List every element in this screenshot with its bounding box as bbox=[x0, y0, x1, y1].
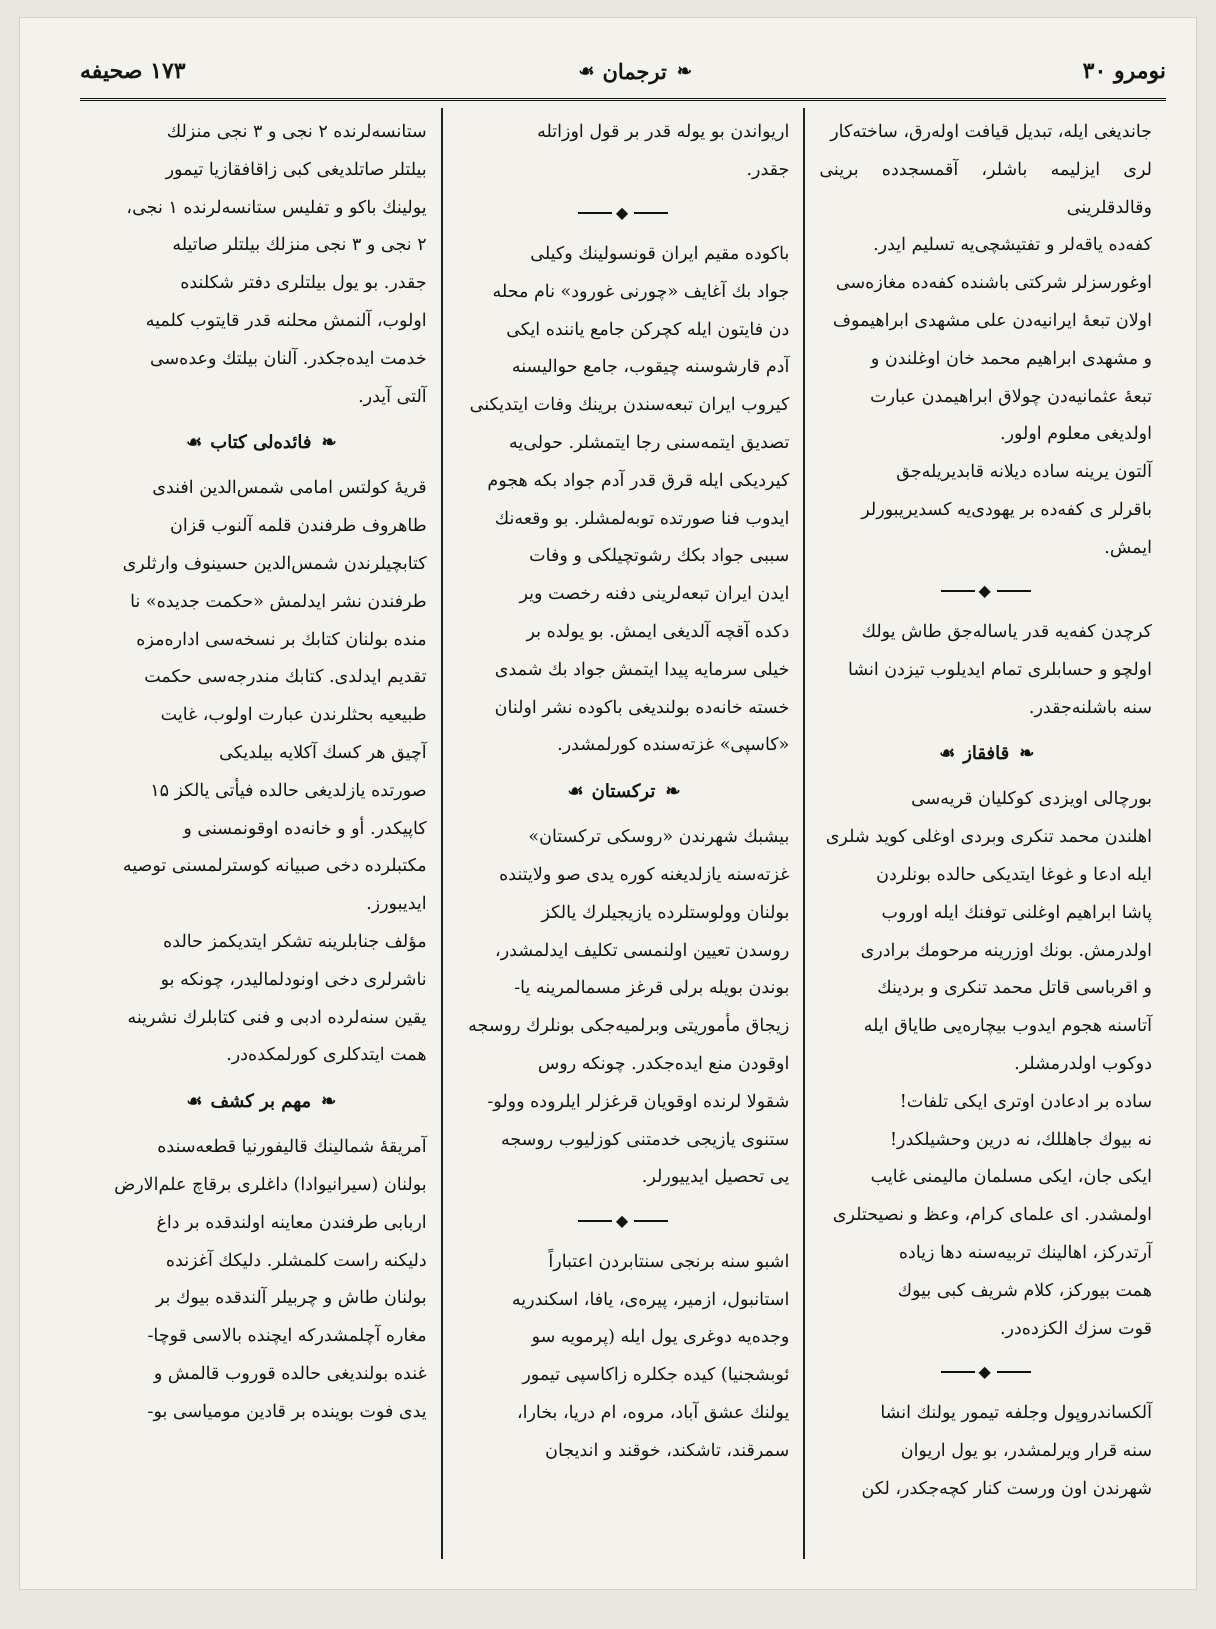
text-line: دکده آقچه آلدیغی ایمش. بو یولده بر bbox=[526, 622, 790, 643]
text-line: لری ایزلیمه باشلر، آقمسجدده برینی وقالدقلرینی bbox=[819, 159, 1152, 218]
text-line: بیلتلر صاتلدیغی کبی زاقافقازیا تیمور bbox=[165, 159, 427, 180]
text-line: مغاره آچلمشدرکه ایچنده بالاسی قوچا- bbox=[147, 1326, 427, 1347]
separator-ornament: ◆ bbox=[457, 1201, 790, 1240]
text-line: طبیعیه بحثلرندن عبارت اولوب، غایت bbox=[160, 705, 427, 726]
text-line: تصدیق ایتمه‌سنی رجا ایتمشلر. حولی‌یه bbox=[508, 433, 790, 454]
page-number: ۱۷۳ صحیفه bbox=[80, 58, 186, 84]
separator-ornament: ◆ bbox=[819, 572, 1152, 611]
text-line: کفه‌ده یاقه‌لر و تفتیشچی‌یه تسلیم ایدر. bbox=[873, 235, 1152, 256]
paragraph bbox=[94, 1129, 427, 1431]
text-line: دوکوب اولدرمشلر. bbox=[1014, 1054, 1152, 1075]
ornament-icon: ❧ bbox=[321, 1091, 335, 1113]
text-line: اولدیغی معلوم اولور. bbox=[999, 424, 1152, 445]
text-line: اولان تبعهٔ ایرانیه‌دن علی مشهدی ابراهیموف bbox=[832, 310, 1152, 331]
text-line: غنده بولندیغی حالده قوروب قالمش و bbox=[153, 1363, 427, 1384]
text-line: زیجاق مأموریتی وبرلمیه‌جکی بونلرك روسجه bbox=[468, 1016, 790, 1037]
text-line: پاشا ابراهیم اوغلنی توفنك ایله اوروب bbox=[881, 902, 1152, 923]
text-line: استانبول، ازمیر، پیره‌ی، یافا، اسکندریه bbox=[511, 1289, 790, 1310]
text-line: باقرلر ی کفه‌ده بر یهودی‌یه کسدیریبورلر bbox=[861, 499, 1152, 520]
text-line: ستانسه‌لرنده ۲ نجی و ۳ نجی منزلك bbox=[166, 122, 427, 142]
paragraph bbox=[94, 470, 427, 924]
text-line: آلتی آیدر. bbox=[358, 386, 427, 407]
ornament-icon: ☙ bbox=[186, 432, 201, 454]
text-line: سنه قرار ویرلمشدر، بو یول اریوان bbox=[900, 1440, 1152, 1461]
paragraph bbox=[819, 614, 1152, 727]
ornament-icon: ❧ bbox=[665, 781, 679, 803]
text-line: آتاسنه هجوم ایدوب بیچاره‌یی طایاق ایله bbox=[863, 1016, 1152, 1037]
text-line: مؤلف جنابلرینه تشکر ایتدیکمز حالده bbox=[163, 931, 427, 952]
ornament-icon: ❧ bbox=[321, 432, 335, 454]
text-line: اولوب، آلنمش محلنه قدر قایتوب کلمیه bbox=[145, 310, 427, 331]
text-line: اربابی طرفندن معاینه اولندقده بر داغ bbox=[156, 1212, 427, 1233]
text-line: یی تحصیل ایدییورلر. bbox=[641, 1167, 790, 1188]
column-left bbox=[80, 108, 443, 1559]
text-line: روسدن تعیین اولنمسی تکلیف ایدلمشدر، bbox=[495, 940, 790, 961]
paragraph bbox=[819, 781, 1152, 1083]
text-line: کیردیکی ایله قرق قدر آدم جواد بکه هجوم bbox=[487, 470, 790, 491]
text-line: ایله ادعا و غوغا ایتدیکی حالده بونلردن bbox=[876, 865, 1152, 886]
section-title: قافقاز bbox=[963, 743, 1010, 765]
text-line: کتابچیلرندن شمس‌الدین حسینوف وارثلری bbox=[122, 553, 427, 574]
paragraph bbox=[457, 1244, 790, 1471]
ornament-icon: ❧ bbox=[676, 60, 690, 82]
text-line: بوندن بویله برلی قرغز مسمالمرینه یا- bbox=[514, 978, 790, 999]
ornament-icon: ☙ bbox=[578, 60, 593, 82]
text-line: آلتون یرینه ساده دیلانه قابدیریله‌جق bbox=[896, 462, 1152, 483]
section-heading bbox=[457, 771, 790, 813]
section-title: ترکستان bbox=[591, 781, 656, 803]
ornament-icon: ☙ bbox=[567, 781, 582, 803]
text-line: سنه باشلنه‌جقدر. bbox=[1028, 697, 1152, 718]
separator-ornament: ◆ bbox=[457, 194, 790, 233]
section-title: مهم بر کشف bbox=[210, 1091, 312, 1113]
text-line: بولنان وولوستلرده یازیجیلرك یالکز bbox=[541, 902, 790, 923]
paragraph bbox=[457, 236, 790, 765]
column-right bbox=[805, 108, 1166, 1559]
text-line: یولنك عشق آباد، مروه، ام دریا، بخارا، bbox=[516, 1402, 790, 1423]
newspaper-title: ترجمان bbox=[602, 58, 667, 84]
separator-ornament: ◆ bbox=[819, 1352, 1152, 1391]
text-line: یولینك باکو و تفلیس ستانسه‌لرنده ۱ نجی، bbox=[126, 197, 427, 218]
issue-number: نومرو ۳۰ bbox=[1082, 58, 1166, 84]
text-line: همت ایتدکلری کورلمکده‌در. bbox=[226, 1045, 427, 1066]
text-line: اوغورسزلر شرکتی باشنده کفه‌ده مغازه‌سی bbox=[835, 273, 1152, 294]
text-line: ناشرلری دخی اونودلمالیدر، چونکه بو bbox=[160, 969, 427, 990]
text-line: منده بولنان کتابك بر نسخه‌سی اداره‌مزه bbox=[136, 629, 427, 650]
text-line: تبعهٔ عثمانیه‌دن چولاق ابراهیمدن عبارت bbox=[870, 386, 1152, 407]
columns bbox=[80, 108, 1166, 1559]
paragraph bbox=[819, 1084, 1152, 1349]
ornament-icon: ❧ bbox=[1019, 743, 1033, 765]
text-line: ایدن ایران تبعه‌لرینی دفنه رخصت ویر bbox=[519, 584, 790, 605]
text-line: بیشبك شهرندن «روسکی ترکستان» bbox=[528, 827, 790, 848]
text-line: یقین سنه‌لرده ادبی و فنی کتابلرك نشرینه bbox=[127, 1007, 427, 1028]
text-line: اوقودن منع ایده‌جکدر. چونکه روس bbox=[537, 1054, 790, 1075]
text-line: شقولا لرنده اوقویان قرغزلر ایلروده وولو- bbox=[487, 1091, 790, 1112]
header-rule bbox=[80, 98, 1166, 101]
text-line: ستنوی یازیجی خدمتنی کوزلیوب روسجه bbox=[500, 1129, 790, 1150]
paragraph bbox=[819, 114, 1152, 454]
text-line: آرتدرکز، اهالینك تربیه‌سنه دها زیاده bbox=[898, 1243, 1152, 1264]
page-header bbox=[80, 48, 1166, 94]
text-line: بورچالی اویزدی کوکلیان قریه‌سی bbox=[911, 789, 1152, 810]
text-line: جواد بك آغایف «چورنی غورود» نام محله bbox=[492, 281, 790, 302]
text-line: بولنان طاش و چربیلر آلندقده بیوك بر bbox=[155, 1288, 427, 1309]
text-line: اولدرمش. بونك اوزرینه مرحومك برادری bbox=[860, 940, 1152, 961]
text-line: ئوبشجنیا) کیده جکلره زاکاسپی تیمور bbox=[522, 1365, 790, 1386]
section-heading bbox=[94, 1081, 427, 1123]
ornament-icon: ☙ bbox=[186, 1091, 201, 1113]
text-line: غزته‌سنه یازلدیغنه کوره یدی صو ولایتنده bbox=[499, 865, 790, 886]
text-line: صورتده یازلدیغی حالده فیأتی یالکز ۱۵ bbox=[150, 780, 427, 801]
text-line: طاهروف طرفندن قلمه آلنوب قزان bbox=[170, 516, 427, 537]
text-line: جقدر. bbox=[746, 159, 790, 180]
text-line: ۲ نجی و ۳ نجی منزلك بیلتلر صاتیله bbox=[172, 235, 427, 256]
paragraph bbox=[94, 114, 427, 416]
text-line: نه بیوك جاهللك، نه درین وحشیلکدر! bbox=[889, 1129, 1152, 1150]
text-line: کاپیکدر. أو و خانه‌ده اوقونمسنی و bbox=[183, 818, 427, 839]
text-line: قریهٔ کولتس امامی شمس‌الدین افندی bbox=[152, 478, 427, 499]
ornament-icon: ☙ bbox=[939, 743, 954, 765]
paragraph bbox=[457, 114, 790, 190]
text-line: دن فایتون ایله کچرکن جامع یاننده ایکی bbox=[506, 319, 790, 340]
text-line: طرفندن نشر ایدلمش «حکمت جدیده» نا bbox=[130, 591, 427, 612]
text-line: خدمت ایده‌جکدر. آلنان بیلتك وعده‌سی bbox=[149, 348, 427, 369]
section-heading bbox=[94, 422, 427, 464]
text-line: و مشهدی ابراهیم محمد خان اوغلندن و bbox=[870, 348, 1152, 369]
text-line: ایدیبورز. bbox=[366, 894, 427, 915]
column-middle bbox=[443, 108, 806, 1559]
text-line: اولمشدر. ای علمای کرام، وعظ و نصیحتلری bbox=[832, 1205, 1152, 1226]
text-line: کرچدن کفه‌یه قدر یاساله‌جق طاش یولك bbox=[861, 622, 1152, 643]
text-line: جاندیغی ایله، تبدیل قیافت اوله‌رق، ساخته‌کار bbox=[830, 122, 1152, 142]
text-line: باکوده مقیم ایران قونسولینك وکیلی bbox=[530, 244, 790, 265]
text-line: آلکساندروپول وجلفه تیمور یولنك انشا bbox=[880, 1402, 1152, 1423]
masthead bbox=[578, 59, 690, 84]
text-line: کیروب ایران تبعه‌سندن برینك وفات ایتدیکنی bbox=[469, 395, 790, 416]
text-line: قوت سزك الکزده‌در. bbox=[999, 1318, 1152, 1339]
text-line: اشبو سنه برنجی سنتابردن اعتباراً bbox=[548, 1251, 790, 1272]
text-line: سمرقند، تاشکند، خوقند و اندیجان bbox=[545, 1440, 790, 1461]
paragraph bbox=[94, 924, 427, 1075]
text-line: خسته خانه‌ده بولندیغی باکوده نشر اولنان bbox=[494, 697, 790, 718]
text-line: «کاسپی» غزته‌سنده کورلمشدر. bbox=[557, 735, 790, 756]
text-line: مکتبلرده دخی صبیانه کوسترلمسنی توصیه bbox=[122, 856, 427, 877]
section-heading bbox=[819, 733, 1152, 775]
text-line: ایدوب فنا صورتده توبه‌لمشلر. بو وقعه‌نك bbox=[494, 508, 790, 529]
text-line: دلیکنه راست کلمشلر. دلیکك آغزنده bbox=[165, 1250, 427, 1271]
text-line: یدی فوت بوینده بر قادین مومیاسی بو- bbox=[147, 1401, 427, 1422]
text-line: بولنان (سیرانیوادا) داغلری برقاچ علم‌الارض bbox=[114, 1174, 427, 1195]
text-line: آدم قارشوسنه چیقوب، جامع حوالیسنه bbox=[511, 357, 790, 378]
text-line: ایکی جان، ایکی مسلمان مالیمنی غایب bbox=[870, 1167, 1152, 1188]
newspaper-page bbox=[20, 18, 1196, 1589]
paragraph bbox=[819, 454, 1152, 567]
text-line: شهرندن اون ورست کنار کچه‌جکدر، لکن bbox=[861, 1478, 1152, 1499]
text-line: سببی جواد بکك رشوتچیلکی و وفات bbox=[529, 546, 790, 567]
text-line: اولچو و حسابلری تمام ایدیلوب تیزدن انشا bbox=[848, 659, 1152, 680]
text-line: وجده‌یه دوغری یول ایله (پرمویه سو bbox=[531, 1327, 790, 1348]
text-line: ساده بر ادعادن اوتری ایکی تلفات! bbox=[899, 1091, 1152, 1112]
paragraph bbox=[457, 819, 790, 1197]
text-line: همت بیورکز، کلام شریف کبی بیوك bbox=[897, 1280, 1152, 1301]
text-line: خیلی سرمایه پیدا ایتمش جواد بك شمدی bbox=[494, 659, 790, 680]
text-line: و اقرباسی قاتل محمد تنکری و بردینك bbox=[877, 978, 1152, 999]
text-line: تقدیم ایدلدی. کتابك مندرجه‌سی حکمت bbox=[144, 667, 427, 688]
text-line: اهلندن محمد تنکری وبردی اوغلی کوید شلری bbox=[825, 827, 1152, 848]
text-line: اریواندن بو یوله قدر بر قول اوزاتله bbox=[537, 122, 790, 142]
paragraph bbox=[819, 1395, 1152, 1508]
text-line: آچیق هر کسك آکلایه بیلدیکی bbox=[219, 742, 427, 763]
text-line: ایمش. bbox=[1104, 537, 1152, 558]
text-line: جقدر. بو یول بیلتلری دفتر شکلنده bbox=[180, 273, 427, 294]
text-line: آمریقهٔ شمالینك قالیفورنیا قطعه‌سنده bbox=[157, 1137, 427, 1158]
section-title: فائده‌لی کتاب bbox=[210, 432, 312, 454]
